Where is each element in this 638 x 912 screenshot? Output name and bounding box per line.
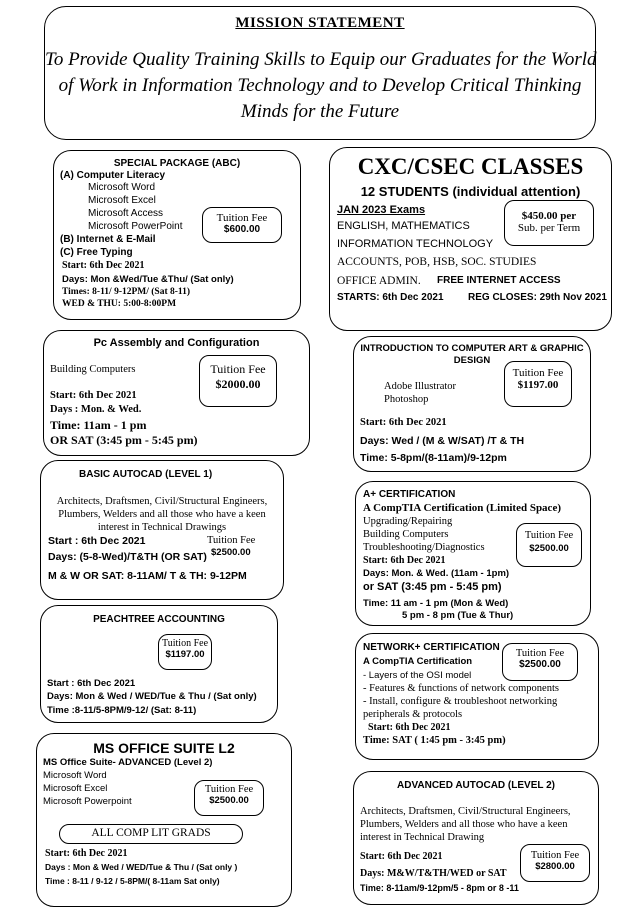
special-package-box bbox=[53, 150, 301, 320]
msoffice-grads: ALL COMP LIT GRADS bbox=[91, 827, 211, 839]
fee-amount: $600.00 bbox=[223, 224, 261, 235]
msoffice-title: MS OFFICE SUITE L2 bbox=[93, 740, 235, 756]
autocad1-desc-3: interest in Technical Drawings bbox=[97, 522, 227, 533]
special-item: Microsoft Access bbox=[88, 208, 164, 219]
autocad2-title: ADVANCED AUTOCAD (LEVEL 2) bbox=[397, 780, 555, 791]
special-c: (C) Free Typing bbox=[60, 247, 133, 258]
autocad2-desc-2: Plumbers, Welders and all those who have a keen bbox=[360, 819, 568, 830]
art-title-1: INTRODUCTION TO COMPUTER ART & GRAPHIC bbox=[360, 343, 584, 354]
special-item: Microsoft Excel bbox=[88, 195, 156, 206]
mission-line-3: Minds for the Future bbox=[240, 101, 400, 122]
cxc-starts: STARTS: 6th Dec 2021 bbox=[337, 292, 444, 303]
aplus-start: Start: 6th Dec 2021 bbox=[363, 555, 446, 566]
computer-art-box bbox=[353, 336, 591, 472]
network-item-2: - Features & functions of network components bbox=[363, 683, 559, 694]
msoffice-time: Time : 8-11 / 9-12 / 5-8PM/( 8-11am Sat only) bbox=[45, 876, 220, 886]
peachtree-days: Days: Mon & Wed / WED/Tue & Thu / (Sat only) bbox=[47, 691, 257, 702]
network-time: Time: SAT ( 1:45 pm - 3:45 pm) bbox=[363, 735, 506, 746]
aplus-title: A+ CERTIFICATION bbox=[363, 489, 456, 500]
cxc-title: CXC/CSEC CLASSES bbox=[357, 154, 584, 179]
fee-amount: $2500.00 bbox=[529, 543, 569, 554]
fee-label: Tuition Fee bbox=[515, 648, 565, 659]
cxc-reg: REG CLOSES: 29th Nov 2021 bbox=[468, 292, 607, 303]
basic-autocad-box bbox=[40, 460, 284, 600]
pc-time: Time: 11am - 1 pm bbox=[50, 418, 147, 432]
cxc-free-internet: FREE INTERNET ACCESS bbox=[437, 275, 561, 286]
network-subtitle: A CompTIA Certification bbox=[363, 656, 473, 667]
network-title: NETWORK+ CERTIFICATION bbox=[363, 642, 500, 653]
special-b: (B) Internet & E-Mail bbox=[60, 234, 156, 245]
fee-label: Tuition Fee bbox=[161, 638, 209, 649]
peachtree-start: Start : 6th Dec 2021 bbox=[47, 678, 136, 689]
network-item-1: - Layers of the OSI model bbox=[363, 670, 472, 681]
art-item-2: Photoshop bbox=[384, 394, 429, 405]
special-a: (A) Computer Literacy bbox=[60, 170, 166, 181]
special-times: Times: 8-11/ 9-12PM/ (Sat 8-11) bbox=[62, 287, 191, 297]
autocad2-days: Days: M&W/T&TH/WED or SAT bbox=[360, 868, 507, 879]
advanced-autocad-box bbox=[353, 771, 599, 905]
msoffice-start: Start: 6th Dec 2021 bbox=[45, 848, 128, 859]
fee-amount: $450.00 per bbox=[521, 210, 577, 222]
art-start: Start: 6th Dec 2021 bbox=[360, 417, 447, 428]
fee-label: Tuition Fee bbox=[524, 530, 574, 541]
special-start: Start: 6th Dec 2021 bbox=[62, 260, 145, 271]
cxc-exams: JAN 2023 Exams bbox=[337, 204, 426, 216]
cxc-line2: INFORMATION TECHNOLOGY bbox=[337, 238, 494, 250]
autocad1-mw: M & W OR SAT: 8-11AM/ T & TH: 9-12PM bbox=[48, 570, 247, 582]
autocad1-days: Days: (5-8-Wed)/T&TH (OR SAT) bbox=[48, 551, 207, 563]
special-days: Days: Mon &Wed/Tue &Thu/ (Sat only) bbox=[62, 274, 234, 285]
msoffice-item-1: Microsoft Word bbox=[43, 770, 107, 781]
aplus-item-3: Troubleshooting/Diagnostics bbox=[363, 542, 485, 553]
autocad2-start: Start: 6th Dec 2021 bbox=[360, 851, 443, 862]
fee-label: Tuition Fee bbox=[204, 784, 254, 795]
pc-start: Start: 6th Dec 2021 bbox=[50, 390, 137, 401]
msoffice-days: Days : Mon & Wed / WED/Tue & Thu / (Sat only ) bbox=[45, 862, 238, 872]
aplus-box bbox=[355, 481, 591, 626]
pc-item: Building Computers bbox=[50, 364, 136, 375]
cxc-line3: ACCOUNTS, POB, HSB, SOC. STUDIES bbox=[337, 256, 537, 268]
mission-title: MISSION STATEMENT bbox=[235, 15, 405, 31]
aplus-time-1: Time: 11 am - 1 pm (Mon & Wed) bbox=[363, 598, 509, 609]
mission-line-1: To Provide Quality Training Skills to Equip our Graduates for the World bbox=[45, 49, 597, 70]
msoffice-item-2: Microsoft Excel bbox=[43, 783, 108, 794]
cxc-fee-box bbox=[504, 200, 594, 246]
aplus-time-2: 5 pm - 8 pm (Tue & Thur) bbox=[402, 610, 514, 621]
fee-amount: $1197.00 bbox=[517, 379, 559, 391]
special-fee-box bbox=[202, 207, 282, 243]
fee-amount: $2500.00 bbox=[209, 795, 249, 806]
autocad1-fee-label: Tuition Fee bbox=[207, 535, 256, 546]
aplus-subtitle: A CompTIA Certification (Limited Space) bbox=[363, 502, 561, 514]
autocad1-fee: $2500.00 bbox=[211, 547, 251, 558]
msoffice-fee-box bbox=[194, 780, 264, 816]
special-title: SPECIAL PACKAGE (ABC) bbox=[113, 158, 241, 169]
autocad1-desc-1: Architects, Draftsmen, Civil/Structural Engineers, bbox=[56, 496, 268, 507]
autocad1-desc-2: Plumbers, Welders and all those who have a keen bbox=[58, 509, 266, 520]
network-box bbox=[355, 633, 599, 760]
aplus-days: Days: Mon. & Wed. (11am - 1pm) bbox=[363, 568, 510, 579]
autocad2-desc-1: Architects, Draftsmen, Civil/Structural Engineers, bbox=[360, 806, 571, 817]
network-item-4: peripherals & protocols bbox=[363, 709, 463, 720]
fee-amount: $1197.00 bbox=[165, 649, 205, 660]
peachtree-title: PEACHTREE ACCOUNTING bbox=[93, 614, 225, 625]
aplus-fee-box bbox=[516, 523, 582, 567]
fee-label: Tuition Fee bbox=[210, 362, 266, 376]
autocad2-fee-box bbox=[520, 844, 590, 882]
pc-title: Pc Assembly and Configuration bbox=[93, 337, 260, 349]
special-item: Microsoft PowerPoint bbox=[88, 221, 183, 232]
aplus-item-2: Building Computers bbox=[363, 529, 449, 540]
art-item-1: Adobe Illustrator bbox=[384, 381, 457, 392]
cxc-office: OFFICE ADMIN. bbox=[337, 275, 421, 287]
peachtree-box bbox=[40, 605, 278, 723]
art-days: Days: Wed / (M & W/SAT) /T & TH bbox=[360, 435, 525, 447]
art-fee-box bbox=[504, 361, 572, 407]
fee-amount: $2800.00 bbox=[535, 861, 575, 872]
fee-label: Tuition Fee bbox=[512, 367, 564, 379]
special-item: Microsoft Word bbox=[88, 182, 156, 193]
cxc-line1: ENGLISH, MATHEMATICS bbox=[337, 220, 470, 232]
special-wedthu: WED & THU: 5:00-8:00PM bbox=[62, 299, 177, 309]
peachtree-time: Time :8-11/5-8PM/9-12/ (Sat: 8-11) bbox=[47, 705, 197, 716]
network-start: Start: 6th Dec 2021 bbox=[368, 722, 451, 733]
mission-line-2: of Work in Information Technology and to Develop Critical Thinking bbox=[58, 75, 582, 96]
msoffice-subtitle: MS Office Suite- ADVANCED (Level 2) bbox=[43, 757, 213, 768]
pc-sat: OR SAT (3:45 pm - 5:45 pm) bbox=[50, 433, 198, 447]
network-fee-box bbox=[502, 643, 578, 681]
pc-fee-box bbox=[199, 355, 277, 407]
cxc-box bbox=[329, 147, 612, 331]
fee-label: Tuition Fee bbox=[530, 850, 580, 861]
fee-amount: $2500.00 bbox=[519, 659, 561, 670]
aplus-sat: or SAT (3:45 pm - 5:45 pm) bbox=[363, 581, 502, 593]
pc-assembly-box bbox=[43, 330, 310, 456]
autocad2-desc-3: interest in Technical Drawing bbox=[360, 832, 485, 843]
fee-amount: $2000.00 bbox=[215, 377, 261, 391]
mission-box bbox=[44, 6, 596, 140]
network-item-3: - Install, configure & troubleshoot networking bbox=[363, 696, 558, 707]
autocad1-title: BASIC AUTOCAD (LEVEL 1) bbox=[79, 469, 213, 480]
ms-office-box bbox=[36, 733, 292, 907]
fee-label: Sub. per Term bbox=[517, 222, 581, 234]
pc-days: Days : Mon. & Wed. bbox=[50, 404, 142, 415]
msoffice-item-3: Microsoft Powerpoint bbox=[43, 796, 132, 807]
fee-label: Tuition Fee bbox=[216, 212, 268, 224]
aplus-item-1: Upgrading/Repairing bbox=[363, 516, 453, 527]
autocad2-time: Time: 8-11am/9-12pm/5 - 8pm or 8 -11 bbox=[360, 883, 519, 893]
art-title-2: DESIGN bbox=[453, 355, 491, 366]
cxc-students: 12 STUDENTS (individual attention) bbox=[360, 184, 581, 199]
autocad1-start: Start : 6th Dec 2021 bbox=[48, 535, 146, 547]
msoffice-grads-box bbox=[59, 824, 243, 844]
art-time: Time: 5-8pm/(8-11am)/9-12pm bbox=[360, 452, 507, 464]
peachtree-fee-box bbox=[158, 634, 212, 670]
